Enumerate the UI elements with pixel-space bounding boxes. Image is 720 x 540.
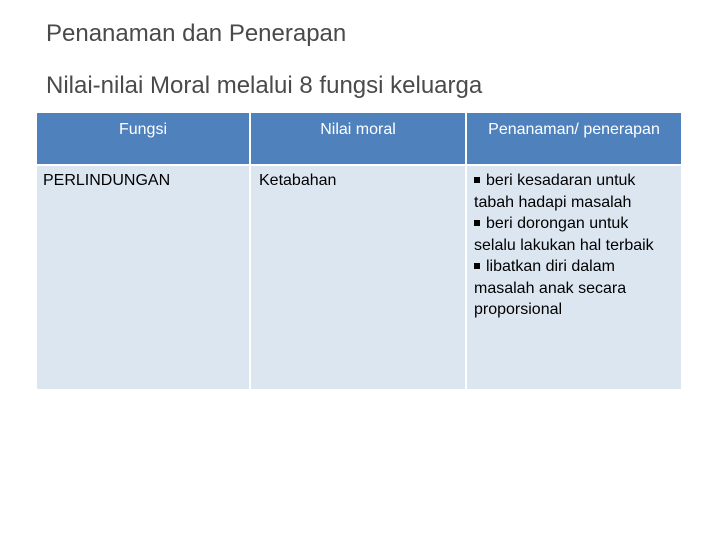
list-item [474,256,673,321]
square-bullet-icon [474,220,480,226]
cell-penerapan [467,166,681,389]
cell-nilai-moral: Ketabahan [251,166,465,389]
list-item-text: libatkan diri dalam masalah anak secara proporsional [474,258,627,318]
header-penerapan: Penanaman/ penerapan [467,113,681,164]
square-bullet-icon [474,177,480,183]
header-nilai-moral: Nilai moral [251,113,465,164]
list-item [474,170,673,213]
header-fungsi: Fungsi [37,113,249,164]
square-bullet-icon [474,263,480,269]
values-table [37,113,681,389]
list-item-text: beri kesadaran untuk tabah hadapi masalah [474,172,636,211]
slide-subtitle: Nilai-nilai Moral melalui 8 fungsi keluarga [46,72,483,99]
cell-fungsi: PERLINDUNGAN [37,166,249,389]
slide-title: Penanaman dan Penerapan [46,20,347,47]
list-item-text: beri dorongan untuk selalu lakukan hal terbaik [474,215,654,254]
list-item [474,213,673,256]
penerapan-list [474,170,673,321]
